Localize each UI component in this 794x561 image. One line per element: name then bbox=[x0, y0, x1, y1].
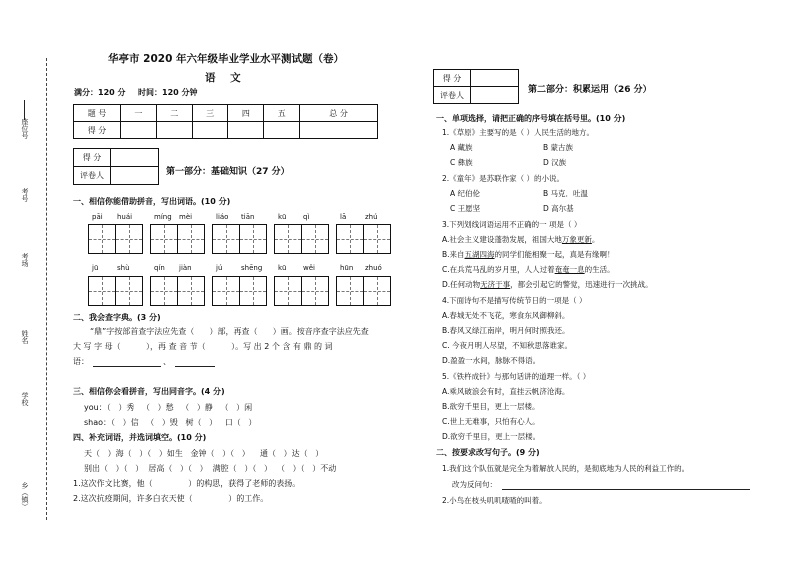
p1-q3-line1: you：（ ）秀 （ ）愁 （ ）静 （ ）闲 bbox=[84, 403, 253, 412]
pinyin-label: míng bbox=[154, 213, 172, 221]
full-score: 满分：120 分 bbox=[74, 88, 126, 97]
character-cell[interactable] bbox=[239, 277, 266, 305]
p1-q2-sep: 、 bbox=[163, 357, 171, 366]
p1-q2-line2: 大 写 字 母（ ），再 查 音 节（ ）。写 出 2 个 含 有 鼎 的 词 bbox=[73, 342, 333, 351]
character-cell[interactable] bbox=[151, 225, 177, 253]
character-cell[interactable] bbox=[275, 277, 301, 305]
room-label: 考场 bbox=[21, 253, 29, 267]
option: B 蒙古族 bbox=[543, 143, 574, 152]
score-table-header: 三 bbox=[192, 105, 228, 122]
part2-title: 第二部分：积累运用（26 分） bbox=[528, 85, 652, 95]
score-table-header: 四 bbox=[228, 105, 264, 122]
p1-q2-line1: “鼎”字按部首查字法应先查（ ）部，再查（ ）画。按音序查字法应先查 bbox=[90, 327, 369, 336]
character-cell[interactable] bbox=[213, 277, 239, 305]
character-cell[interactable] bbox=[337, 277, 363, 305]
p2-q2-line1: 1.我们这个队伍就是完全为着解放人民的，是彻底地为人民的利益工作的。 bbox=[442, 464, 690, 473]
p1-q4-line1: 天（ ）海（ ）（ ）如生 金钟（ ）（ ） 通（ ）达（ ） bbox=[84, 449, 324, 458]
pinyin-label: mèi bbox=[179, 213, 193, 221]
character-cell[interactable] bbox=[89, 225, 115, 253]
pinyin-label: zhú bbox=[365, 213, 378, 221]
option bbox=[442, 250, 615, 260]
option: D 汉族 bbox=[543, 158, 567, 167]
option bbox=[442, 235, 599, 245]
character-writing-box[interactable] bbox=[212, 224, 267, 254]
character-writing-box[interactable] bbox=[150, 224, 205, 254]
p2-q2-line3: 2.小鸟在枝头叽叽喳喳的叫着。 bbox=[442, 496, 547, 505]
option: C 彝族 bbox=[450, 158, 473, 167]
score-cell[interactable] bbox=[156, 122, 192, 139]
option: A 藏族 bbox=[450, 143, 473, 152]
option: D.欲穷千里目，更上一层楼。 bbox=[442, 432, 541, 441]
p1-q1-heading: 一、相信你能借助拼音，写出词语。(10 分) bbox=[73, 197, 231, 206]
pinyin-label: wěi bbox=[303, 264, 315, 272]
option-text: 的同学们能相聚一起，真是有缘啊！ bbox=[494, 250, 615, 259]
score-table bbox=[73, 104, 378, 139]
character-writing-box[interactable] bbox=[274, 224, 329, 254]
pinyin-label: jú bbox=[216, 264, 223, 272]
seat-label: 座位号 bbox=[21, 118, 29, 139]
score-table-header: 一 bbox=[121, 105, 157, 122]
pinyin-label: pāi bbox=[92, 213, 103, 221]
pinyin-label: jū bbox=[92, 264, 99, 272]
score-cell[interactable] bbox=[192, 122, 228, 139]
character-writing-box[interactable] bbox=[212, 276, 267, 306]
underlined-word: 万象更新 bbox=[561, 235, 592, 244]
pinyin-label: lā bbox=[340, 213, 347, 221]
option bbox=[442, 265, 615, 275]
grader-cell[interactable] bbox=[471, 87, 519, 104]
p1-q2-line3: 语： bbox=[73, 357, 89, 366]
grader-score-cell[interactable] bbox=[111, 149, 159, 167]
rewrite-answer-line[interactable] bbox=[502, 489, 750, 490]
pinyin-label: huái bbox=[117, 213, 133, 221]
option: C.世上无难事，只怕有心人。 bbox=[442, 417, 540, 426]
option: C 王愿坚 bbox=[450, 204, 481, 213]
character-writing-box[interactable] bbox=[88, 276, 143, 306]
option-text: 的生活。 bbox=[584, 265, 615, 274]
grader-cell[interactable] bbox=[111, 167, 159, 185]
score-cell[interactable] bbox=[228, 122, 264, 139]
character-cell[interactable] bbox=[301, 225, 328, 253]
option: A 纪伯伦 bbox=[450, 189, 481, 198]
pinyin-label: hūn bbox=[340, 264, 354, 272]
score-cell[interactable] bbox=[264, 122, 300, 139]
option: A.春城无处不飞花，寒食东风御柳斜。 bbox=[442, 311, 570, 320]
character-cell[interactable] bbox=[337, 225, 363, 253]
character-cell[interactable] bbox=[301, 277, 328, 305]
school-label: 学校 bbox=[21, 392, 29, 406]
p2-item1-stem: 1.《草原》主要写的是（ ）人民生活的地方。 bbox=[442, 128, 595, 137]
option: C. 今夜月明人尽望，不知秋思落谁家。 bbox=[442, 341, 573, 350]
character-writing-box[interactable] bbox=[150, 276, 205, 306]
grader-label: 评卷人 bbox=[74, 167, 111, 185]
p2-q2-line2: 改为反问句： bbox=[452, 480, 497, 489]
underlined-word: 奄奄一息 bbox=[554, 265, 585, 274]
exam-title: 华亭市 2020 年六年级毕业学业水平测试题（卷） bbox=[108, 53, 345, 65]
p2-item3-stem: 3.下列划线词语运用不正确的一 项是（ ） bbox=[442, 220, 582, 229]
option-text: B.来自 bbox=[442, 250, 465, 259]
exam-no-label: 考号 bbox=[21, 188, 29, 202]
option: B.欲穷千里目，更上一层楼。 bbox=[442, 402, 540, 411]
character-cell[interactable] bbox=[363, 225, 390, 253]
p1-q2-heading: 二、我会查字典。(3 分) bbox=[73, 313, 161, 322]
p1-q4-line4: 2.这次抗疫期间，许多白衣天使（ ）的工作。 bbox=[73, 494, 269, 503]
grader-score-label: 得 分 bbox=[74, 149, 111, 167]
pinyin-label: kū bbox=[278, 264, 287, 272]
answer-line[interactable] bbox=[93, 366, 161, 367]
grader-score-label: 得 分 bbox=[434, 70, 471, 87]
option-text: ，都会引起它的警觉，迅速进行一次挑战。 bbox=[510, 280, 653, 289]
pinyin-label: shēng bbox=[241, 264, 263, 272]
p2-item2-stem: 2.《童年》是苏联作家（ ）的小说。 bbox=[442, 174, 565, 183]
character-cell[interactable] bbox=[177, 277, 204, 305]
pinyin-label: kū bbox=[278, 213, 287, 221]
character-cell[interactable] bbox=[151, 277, 177, 305]
township-label: 乡（镇） bbox=[21, 482, 29, 510]
p1-q4-line2: 别出（ ）（ ） 居高（ ）（ ） 满腔（ ）（ ） （ ）（ ）不动 bbox=[84, 464, 337, 473]
pinyin-label: liáo bbox=[216, 213, 229, 221]
option-text: 。 bbox=[591, 235, 600, 244]
character-writing-box[interactable] bbox=[336, 224, 391, 254]
score-table-header: 题 号 bbox=[74, 105, 121, 122]
p1-q3-line2: shao：（ ）信 （ ）毁 树（ ） 口（ ） bbox=[84, 418, 257, 427]
character-cell[interactable] bbox=[363, 277, 390, 305]
underlined-word: 无济于事 bbox=[480, 280, 511, 289]
option-text: C.在兵荒马乱的岁月里，人人过着 bbox=[442, 265, 555, 274]
pinyin-label: qì bbox=[303, 213, 310, 221]
p2-item4-stem: 4.下面诗句不是描写传统节日的一项是（ ） bbox=[442, 296, 587, 305]
character-cell[interactable] bbox=[115, 277, 142, 305]
character-cell[interactable] bbox=[89, 277, 115, 305]
part1-title: 第一部分：基础知识（27 分） bbox=[166, 167, 290, 177]
exam-time: 时间：120 分钟 bbox=[138, 88, 198, 97]
option-text: A.社会主义建设蓬勃发展，祖国大地 bbox=[442, 235, 562, 244]
p1-q4-line3: 1.这次作文比赛，他（ ）的构思，获得了老师的表扬。 bbox=[73, 479, 301, 488]
option bbox=[442, 280, 653, 290]
p1-q3-heading: 三、相信你会看拼音，写出同音字。(4 分) bbox=[73, 387, 225, 396]
character-writing-box[interactable] bbox=[274, 276, 329, 306]
option: D.盈盈一水间，脉脉不得语。 bbox=[442, 356, 541, 365]
p2-item5-stem: 5.《铁杵成针》与那句话讲的道理一样。（ ） bbox=[442, 372, 591, 381]
character-cell[interactable] bbox=[115, 225, 142, 253]
score-table-header: 二 bbox=[156, 105, 192, 122]
seat-line bbox=[24, 100, 25, 120]
character-writing-box[interactable] bbox=[88, 224, 143, 254]
p1-q4-heading: 四、补充词语，并选词填空。(10 分) bbox=[73, 433, 207, 442]
underlined-word: 五湖四海 bbox=[464, 250, 495, 259]
grader-box-part2 bbox=[433, 69, 519, 104]
character-cell[interactable] bbox=[275, 225, 301, 253]
pinyin-label: qín bbox=[154, 264, 165, 272]
character-cell[interactable] bbox=[177, 225, 204, 253]
option: D 高尔基 bbox=[543, 204, 574, 213]
character-cell[interactable] bbox=[213, 225, 239, 253]
score-cell[interactable] bbox=[300, 122, 378, 139]
pinyin-label: shù bbox=[117, 264, 130, 272]
subject-title: 语 文 bbox=[205, 72, 241, 84]
option: A.乘风破浪会有时，直挂云帆济沧海。 bbox=[442, 387, 570, 396]
score-row-label: 得 分 bbox=[74, 122, 121, 139]
option-text: D.任何动物 bbox=[442, 280, 481, 289]
binding-line bbox=[46, 58, 47, 520]
p2-q1-heading: 一、单项选择，请把正确的序号填在括号里。(10 分) bbox=[436, 114, 626, 123]
score-table-header: 五 bbox=[264, 105, 300, 122]
option: B 马克．吐温 bbox=[543, 189, 589, 198]
grader-box-part1 bbox=[73, 148, 159, 185]
name-label: 姓名 bbox=[21, 330, 29, 344]
character-cell[interactable] bbox=[239, 225, 266, 253]
pinyin-label: zhuó bbox=[365, 264, 382, 272]
score-cell[interactable] bbox=[121, 122, 157, 139]
grader-score-cell[interactable] bbox=[471, 70, 519, 87]
option: B.春风又绿江南岸，明月何时照我还。 bbox=[442, 326, 570, 335]
pinyin-label: jiàn bbox=[179, 264, 192, 272]
p2-q2-heading: 二、按要求改写句子。(9 分) bbox=[436, 448, 540, 457]
pinyin-label: tiān bbox=[241, 213, 255, 221]
character-writing-box[interactable] bbox=[336, 276, 391, 306]
grader-label: 评卷人 bbox=[434, 87, 471, 104]
score-table-header: 总 分 bbox=[300, 105, 378, 122]
answer-line[interactable] bbox=[175, 366, 215, 367]
